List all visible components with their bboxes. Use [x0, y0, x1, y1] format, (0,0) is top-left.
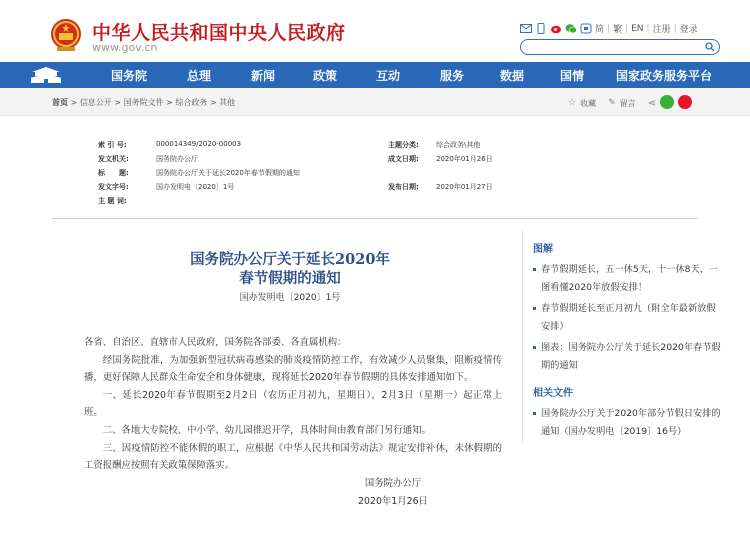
message-button[interactable]: 留言	[619, 98, 636, 108]
index-number: 000014349/2020-00003	[156, 140, 242, 148]
breadcrumb	[0, 88, 750, 116]
nav-item-state-council[interactable]: 国务院	[110, 68, 147, 83]
register-link[interactable]: 注册	[652, 25, 671, 35]
article-paragraph: 三、因疫情防控不能休假的职工，应根据《中华人民共和国劳动法》规定安排补休，未休假期的工资报酬应按照有关政策保障落实。	[84, 442, 502, 472]
nav-item-interaction[interactable]: 互动	[375, 68, 400, 83]
weibo-share-icon[interactable]	[678, 95, 692, 109]
breadcrumb-separator: >	[70, 98, 78, 107]
breadcrumb-separator: >	[209, 98, 217, 107]
site-header	[0, 0, 750, 62]
mail-icon[interactable]	[520, 23, 532, 34]
lang-traditional-link[interactable]: 繁	[613, 25, 623, 35]
breadcrumb-path	[52, 97, 235, 108]
document-number: 国办发明电〔2020〕1号	[156, 183, 235, 191]
graphics-link[interactable]: 图表：国务院办公厅关于延长2020年春节假期的通知	[533, 339, 722, 374]
meta-row	[98, 168, 688, 180]
meta-row	[98, 196, 688, 208]
publish-date: 2020年01月27日	[436, 183, 493, 191]
breadcrumb-separator: >	[166, 98, 173, 107]
breadcrumb-home[interactable]: 首页	[52, 98, 68, 107]
topic-category: 综合政务\其他	[436, 141, 481, 149]
document-title: 国务院办公厅关于延长2020年春节假期的通知	[156, 169, 300, 177]
login-link[interactable]: 登录	[679, 25, 698, 35]
breadcrumb-council-docs[interactable]: 国务院文件	[123, 98, 164, 107]
issuing-authority: 国务院办公厅	[156, 155, 198, 163]
lang-english-link[interactable]: EN	[631, 23, 644, 34]
article-title	[80, 250, 500, 288]
search-icon[interactable]	[705, 42, 715, 52]
related-section-title: 相关文件	[533, 388, 573, 399]
share-tools	[568, 96, 692, 110]
written-date: 2020年01月26日	[436, 155, 493, 163]
article-signature: 国务院办公厅	[364, 477, 422, 489]
star-icon[interactable]: ☆	[568, 98, 577, 108]
divider: |	[646, 23, 650, 34]
lang-simplified-link[interactable]: 简	[595, 25, 605, 35]
related-list	[533, 405, 722, 440]
article-date: 2020年1月26日	[358, 495, 428, 507]
article-title-line: 春节假期的通知	[239, 270, 341, 287]
wechat-share-icon[interactable]	[660, 95, 674, 109]
article-header	[80, 250, 500, 303]
nav-item-services[interactable]: 服务	[439, 68, 464, 83]
related-doc-link[interactable]: 国务院办公厅关于2020年部分节假日安排的通知（国办发明电〔2019〕16号）	[533, 405, 722, 440]
share-icon[interactable]: ⋖	[647, 97, 657, 109]
nav-item-premier[interactable]: 总理	[186, 68, 211, 83]
favorite-button[interactable]: 收藏	[580, 98, 597, 108]
meta-row	[98, 154, 688, 166]
site-url: www.gov.cn	[92, 41, 158, 54]
nav-home[interactable]	[0, 62, 92, 88]
national-emblem-icon[interactable]	[50, 18, 82, 52]
meta-label: 发文字号:	[98, 183, 129, 191]
divider: |	[607, 23, 611, 34]
app-icon[interactable]	[580, 23, 592, 34]
article-paragraph: 二、各地大专院校、中小学、幼儿园推迟开学，具体时间由教育部门另行通知。	[102, 424, 431, 436]
graphics-list	[533, 261, 722, 374]
meta-label: 发文机关:	[98, 155, 129, 163]
meta-label: 成文日期:	[388, 155, 419, 163]
mobile-icon[interactable]	[535, 23, 547, 34]
meta-label: 主 题 词:	[98, 197, 127, 205]
graphics-link[interactable]: 春节假期延长，五一休5天，十一休8天，一图看懂2020年放假安排！	[533, 261, 722, 296]
graphics-section-title: 图解	[533, 244, 553, 255]
breadcrumb-separator: >	[114, 98, 122, 107]
main-nav	[0, 62, 750, 88]
divider	[52, 218, 698, 219]
utility-bar	[520, 22, 698, 35]
breadcrumb-general-affairs[interactable]: 综合政务	[175, 98, 208, 107]
document-metadata	[98, 140, 688, 210]
article-title-line: 国务院办公厅关于延长2020年	[190, 251, 390, 268]
sidebar	[522, 230, 722, 444]
nav-item-data[interactable]: 数据	[499, 68, 524, 83]
wechat-icon[interactable]	[565, 23, 577, 34]
meta-label: 标 题:	[98, 169, 129, 177]
article-paragraph: 一、延长2020年春节假期至2月2日（农历正月初九，星期日），2月3日（星期一）起正常上班。	[84, 389, 502, 419]
breadcrumb-info-disclosure[interactable]: 信息公开	[79, 98, 112, 107]
breadcrumb-other[interactable]: 其他	[219, 98, 236, 107]
article-doc-number: 国办发明电〔2020〕1号	[239, 293, 341, 303]
nav-item-national-info[interactable]: 国情	[559, 68, 584, 83]
graphics-link[interactable]: 春节假期延长至正月初九（附全年最新放假安排）	[533, 300, 722, 335]
divider: |	[673, 23, 677, 34]
divider: |	[625, 23, 629, 34]
article-paragraph: 各省、自治区、直辖市人民政府，国务院各部委、各直属机构：	[84, 337, 347, 348]
site-title[interactable]: 中华人民共和国中央人民政府	[92, 22, 346, 44]
meta-label: 主题分类:	[388, 141, 419, 149]
article-body	[84, 334, 502, 511]
weibo-icon[interactable]	[550, 23, 562, 34]
print-icon[interactable]: ✎	[608, 98, 616, 108]
nav-item-news[interactable]: 新闻	[250, 68, 275, 83]
meta-label: 发布日期:	[388, 183, 419, 191]
tiananmen-icon	[26, 65, 66, 85]
article-paragraph: 经国务院批准，为加强新型冠状病毒感染的肺炎疫情防控工作，有效减少人员聚集，阻断疫情传播，更好保障人民群众生命安全和身体健康，现将延长2020年春节假期的具体安排通知如下。	[84, 354, 502, 384]
search-input[interactable]	[520, 39, 720, 55]
meta-row	[98, 182, 688, 194]
nav-item-policy[interactable]: 政策	[312, 68, 337, 83]
nav-item-service-platform[interactable]: 国家政务服务平台	[615, 68, 712, 83]
meta-row	[98, 140, 688, 152]
meta-label: 索 引 号:	[98, 141, 127, 149]
